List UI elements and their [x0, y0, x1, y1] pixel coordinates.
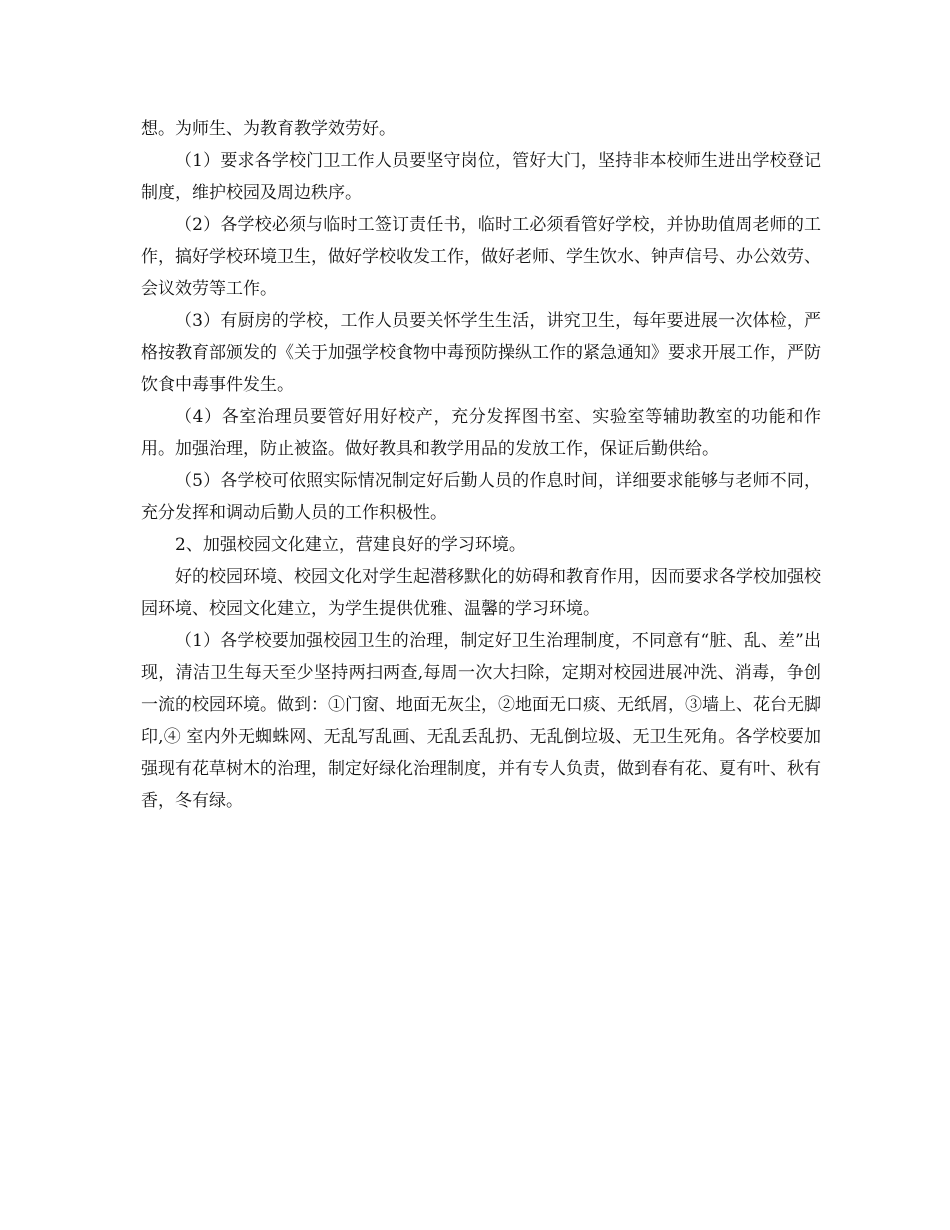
paragraph-continuation: 想。为师生、为教育教学效劳好。	[141, 119, 396, 139]
paragraph-campus-environment: 好的校园环境、校园文化对学生起潜移默化的妨碍和教育作用，因而要求各学校加强校园环境、校园文化建立，为学生提供优雅、温馨的学习环境。	[141, 567, 821, 619]
paragraph-work-schedule: （5）各学校可依照实际情况制定好后勤人员的作息时间，详细要求能够与老师不同，充分发挥和调动后勤人员的工作积极性。	[141, 471, 821, 523]
paragraph-kitchen: （3）有厨房的学校，工作人员要关怀学生生活，讲究卫生，每年要进展一次体检，严格按教育部颁发的《关于加强学校食物中毒预防操纵工作的紧急通知》要求开展工作，严防饮食中毒事件发生。	[141, 311, 821, 395]
section-heading-campus-culture: 2、加强校园文化建立，营建良好的学习环境。	[175, 535, 526, 555]
paragraph-room-managers: （4）各室治理员要管好用好校产，充分发挥图书室、实验室等辅助教室的功能和作用。加强治理，防止被盗。做好教具和教学用品的发放工作，保证后勤供给。	[141, 407, 821, 459]
paragraph-temporary-workers: （2）各学校必须与临时工签订责任书，临时工必须看管好学校，并协助值周老师的工作，搞好学校环境卫生，做好学校收发工作，做好老师、学生饮水、钟声信号、办公效劳、会议效劳等工作。	[141, 215, 821, 299]
paragraph-campus-hygiene: （1）各学校要加强校园卫生的治理，制定好卫生治理制度，不同意有“脏、乱、差”出现，清洁卫生每天至少坚持两扫两查,每周一次大扫除，定期对校园进展冲洗、消毒，争创一流的校园环境。做到：①门窗、地面无灰尘，②地面无口痰、无纸屑，③墙上、花台无脚印,④ 室内外无蜘蛛网、无乱写乱画、无乱丢乱扔、无乱倒垃圾、无卫生死角。各学校要加强现有花草树木的治理，制定好绿化治理制度，并有专人负责，做到春有花、夏有叶、秋有香，冬有绿。	[141, 631, 821, 811]
paragraph-gatekeeper: （1）要求各学校门卫工作人员要坚守岗位，管好大门，坚持非本校师生进出学校登记制度，维护校园及周边秩序。	[141, 151, 821, 203]
document-body	[141, 113, 821, 817]
